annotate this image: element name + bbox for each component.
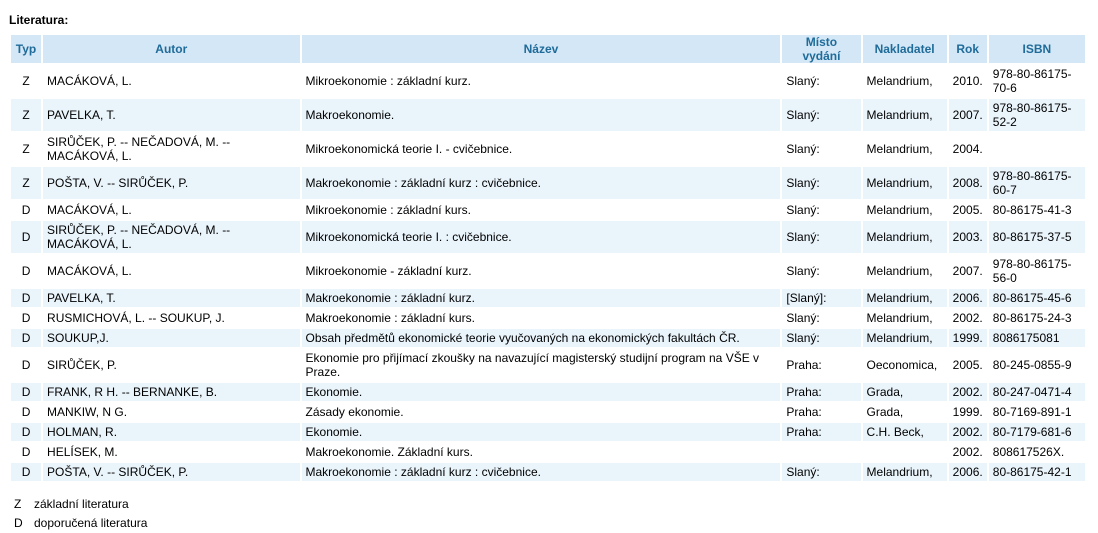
cell-nakladatel: Melandrium, (863, 221, 947, 253)
cell-autor: SIRŮČEK, P. -- NEČADOVÁ, M. -- MACÁKOVÁ, L. (47, 135, 231, 163)
column-header-misto-vydani: Místo vydání (782, 35, 860, 63)
table-row (11, 463, 1085, 481)
cell-isbn: 80-245-0855-9 (992, 358, 1072, 372)
cell-misto-vydani: Slaný: (786, 142, 820, 156)
cell-misto-vydani: Slaný: (782, 99, 860, 131)
cell-autor: MACÁKOVÁ, L. (47, 203, 132, 217)
cell-autor: POŠTA, V. -- SIRŮČEK, P. (43, 463, 299, 481)
column-header-autor: Autor (43, 35, 299, 63)
cell-isbn: 80-7179-681-6 (989, 423, 1085, 441)
table-row (11, 167, 1085, 199)
cell-misto-vydani: Slaný: (786, 203, 820, 217)
cell-rok: 2010. (952, 74, 983, 88)
table-row (11, 423, 1085, 441)
cell-nakladatel: Melandrium, (863, 289, 947, 307)
legend-text: základní literatura (34, 497, 129, 511)
cell-nakladatel: C.H. Beck, (863, 423, 947, 441)
table-header-row (11, 35, 1085, 63)
column-header-typ: Typ (11, 35, 41, 63)
cell-rok: 2007. (949, 99, 987, 131)
cell-nazev: Makroekonomie. (302, 99, 781, 131)
table-row (11, 201, 1085, 219)
cell-nazev: Mikroekonomie : základní kurs. (305, 203, 471, 217)
cell-nakladatel: Melandrium, (866, 142, 933, 156)
table-row (11, 289, 1085, 307)
cell-nazev: Zásady ekonomie. (305, 405, 404, 419)
cell-rok: 2005. (952, 203, 983, 217)
cell-nazev: Makroekonomie : základní kurz. (302, 289, 781, 307)
table-row (11, 221, 1085, 253)
cell-isbn: 80-86175-41-3 (992, 203, 1072, 217)
cell-misto-vydani: Praha: (786, 405, 822, 419)
cell-isbn: 80-247-0471-4 (989, 383, 1085, 401)
cell-nazev: Makroekonomie : základní kurz : cvičebnice. (302, 463, 781, 481)
cell-nazev: Obsah předmětů ekonomické teorie vyučovaných na ekonomických fakultách ČR. (302, 329, 781, 347)
cell-misto-vydani: [Slaný]: (782, 289, 860, 307)
cell-nakladatel: Grada, (866, 405, 904, 419)
cell-autor: MACÁKOVÁ, L. (47, 264, 132, 278)
column-header-rok: Rok (949, 35, 987, 63)
cell-autor: HELÍSEK, M. (47, 445, 118, 459)
cell-nazev: Makroekonomie. Základní kurs. (305, 445, 473, 459)
cell-rok: 2006. (949, 289, 987, 307)
cell-typ: D (21, 203, 31, 217)
cell-nazev: Ekonomie pro přijímací zkoušky na navazující magisterský studijní program na VŠE v Praze. (305, 351, 760, 379)
cell-nakladatel: Melandrium, (863, 99, 947, 131)
cell-nakladatel: Melandrium, (866, 264, 933, 278)
cell-nazev: Mikroekonomie - základní kurz. (305, 264, 472, 278)
cell-typ: D (21, 445, 31, 459)
cell-isbn (989, 133, 1085, 165)
table-row (11, 255, 1085, 287)
cell-misto-vydani: Praha: (786, 358, 822, 372)
cell-autor: SIRŮČEK, P. -- NEČADOVÁ, M. -- MACÁKOVÁ, L. (43, 221, 299, 253)
cell-misto-vydani: Slaný: (786, 264, 820, 278)
cell-nakladatel: Melandrium, (866, 203, 933, 217)
cell-nazev: Mikroekonomická teorie I. : cvičebnice. (302, 221, 781, 253)
cell-rok: 1999. (952, 405, 983, 419)
column-header-nakladatel: Nakladatel (863, 35, 947, 63)
legend-text: doporučená literatura (34, 516, 148, 530)
column-header-nazev: Název (302, 35, 781, 63)
cell-typ: Z (22, 74, 30, 88)
cell-typ: D (21, 264, 31, 278)
cell-autor: SIRŮČEK, P. (47, 358, 117, 372)
table-row (11, 309, 1085, 327)
cell-misto-vydani: Praha: (782, 423, 860, 441)
cell-rok: 1999. (949, 329, 987, 347)
cell-typ: D (11, 221, 41, 253)
cell-nakladatel (863, 443, 947, 461)
cell-rok: 2003. (949, 221, 987, 253)
cell-typ: D (21, 405, 31, 419)
section-heading: Literatura: (9, 13, 69, 27)
cell-misto-vydani: Slaný: (782, 221, 860, 253)
cell-isbn: 978-80-86175-56-0 (992, 257, 1072, 285)
cell-rok: 2006. (949, 463, 987, 481)
table-row (11, 133, 1085, 165)
table-row (11, 65, 1085, 97)
cell-rok: 2007. (952, 264, 983, 278)
cell-misto-vydani: Slaný: (782, 463, 860, 481)
cell-nakladatel: Melandrium, (866, 311, 933, 325)
table-row (11, 403, 1085, 421)
cell-nazev: Makroekonomie : základní kurs. (305, 311, 475, 325)
cell-isbn: 978-80-86175-60-7 (989, 167, 1085, 199)
cell-rok: 2002. (952, 445, 983, 459)
cell-typ: D (11, 423, 41, 441)
table-row (11, 383, 1085, 401)
cell-misto-vydani: Slaný: (782, 329, 860, 347)
cell-rok: 2008. (949, 167, 987, 199)
cell-typ: D (11, 463, 41, 481)
cell-typ: D (21, 358, 31, 372)
cell-misto-vydani: Praha: (782, 383, 860, 401)
cell-nakladatel: Melandrium, (863, 463, 947, 481)
legend (14, 495, 1090, 533)
cell-typ: D (11, 289, 41, 307)
cell-isbn: 808617526X. (992, 445, 1065, 459)
cell-isbn: 80-86175-45-6 (989, 289, 1085, 307)
cell-autor: MACÁKOVÁ, L. (47, 74, 132, 88)
cell-autor: SOUKUP,J. (43, 329, 299, 347)
cell-nazev: Ekonomie. (302, 383, 781, 401)
cell-rok: 2005. (952, 358, 983, 372)
cell-rok: 2004. (952, 142, 983, 156)
cell-misto-vydani: Slaný: (786, 311, 820, 325)
cell-autor: POŠTA, V. -- SIRŮČEK, P. (43, 167, 299, 199)
cell-autor: RUSMICHOVÁ, L. -- SOUKUP, J. (47, 311, 225, 325)
cell-isbn: 80-7169-891-1 (992, 405, 1072, 419)
cell-isbn: 978-80-86175-52-2 (989, 99, 1085, 131)
cell-nakladatel: Melandrium, (863, 329, 947, 347)
cell-nazev: Mikroekonomie : základní kurz. (305, 74, 471, 88)
literature-table (9, 33, 1087, 483)
cell-autor: FRANK, R H. -- BERNANKE, B. (43, 383, 299, 401)
cell-nakladatel: Oeconomica, (866, 358, 938, 372)
table-row (11, 443, 1085, 461)
table-row (11, 99, 1085, 131)
cell-typ: D (11, 329, 41, 347)
cell-nazev: Ekonomie. (302, 423, 781, 441)
cell-rok: 2002. (949, 423, 987, 441)
cell-isbn: 80-86175-37-5 (989, 221, 1085, 253)
column-header-isbn: ISBN (989, 35, 1085, 63)
cell-typ: D (11, 383, 41, 401)
cell-isbn: 80-86175-42-1 (989, 463, 1085, 481)
cell-misto-vydani (782, 443, 860, 461)
cell-typ: Z (22, 142, 30, 156)
cell-rok: 2002. (949, 383, 987, 401)
cell-nakladatel: Melandrium, (866, 74, 933, 88)
legend-item (14, 495, 1090, 514)
cell-nakladatel: Melandrium, (863, 167, 947, 199)
cell-rok: 2002. (952, 311, 983, 325)
cell-isbn: 978-80-86175-70-6 (992, 67, 1072, 95)
legend-code: Z (14, 497, 22, 511)
table-row (11, 329, 1085, 347)
cell-typ: Z (11, 167, 41, 199)
table-row (11, 349, 1085, 381)
cell-isbn: 80-86175-24-3 (992, 311, 1072, 325)
cell-autor: PAVELKA, T. (43, 289, 299, 307)
cell-nakladatel: Grada, (863, 383, 947, 401)
cell-misto-vydani: Slaný: (786, 74, 820, 88)
cell-autor: MANKIW, N G. (47, 405, 128, 419)
cell-autor: HOLMAN, R. (43, 423, 299, 441)
legend-code: D (14, 516, 23, 530)
cell-typ: Z (11, 99, 41, 131)
cell-typ: D (21, 311, 31, 325)
cell-autor: PAVELKA, T. (43, 99, 299, 131)
cell-isbn: 8086175081 (989, 329, 1085, 347)
cell-nazev: Makroekonomie : základní kurz : cvičebnice. (302, 167, 781, 199)
cell-nazev: Mikroekonomická teorie I. - cvičebnice. (305, 142, 513, 156)
cell-misto-vydani: Slaný: (782, 167, 860, 199)
